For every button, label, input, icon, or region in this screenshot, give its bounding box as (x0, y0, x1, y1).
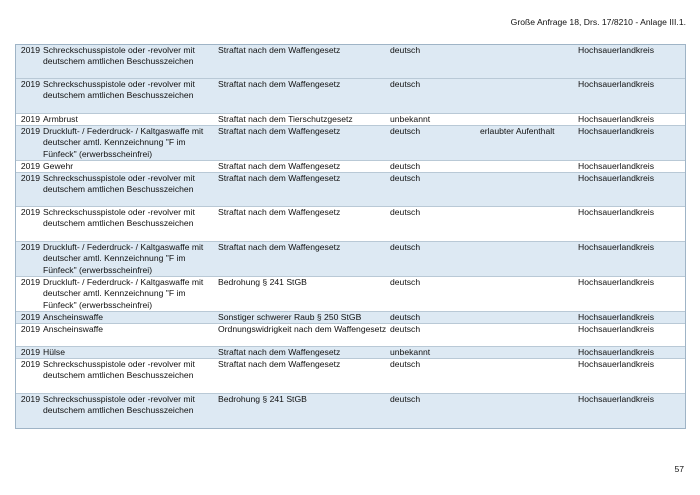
nationality-cell: deutsch (390, 359, 421, 369)
district-cell: Hochsauerlandkreis (578, 277, 654, 287)
table-row (16, 347, 685, 359)
offense-cell: Straftat nach dem Waffengesetz (218, 347, 341, 357)
nationality-cell: unbekannt (390, 347, 431, 357)
weapon-cell: Schreckschusspistole oder -revolver mit deutschem amtlichen Beschusszeichen (43, 394, 195, 416)
offense-cell: Straftat nach dem Waffengesetz (218, 161, 341, 171)
offense-cell: Bedrohung § 241 StGB (218, 277, 307, 287)
district-cell: Hochsauerlandkreis (578, 347, 654, 357)
district-cell: Hochsauerlandkreis (578, 79, 654, 89)
table-row (16, 359, 685, 394)
nationality-cell: deutsch (390, 312, 421, 322)
district-cell: Hochsauerlandkreis (578, 45, 654, 55)
table-row (16, 79, 685, 114)
offense-cell: Straftat nach dem Waffengesetz (218, 173, 341, 183)
weapon-cell: Druckluft- / Federdruck- / Kaltgaswaffe mit deutscher amtl. Kennzeichnung "F im Fünfeck" (erwerbsscheinfrei) (43, 277, 204, 310)
table-row (16, 312, 685, 324)
nationality-cell: deutsch (390, 79, 421, 89)
nationality-cell: deutsch (390, 173, 421, 183)
year-cell: 2019 (20, 359, 40, 369)
year-cell: 2019 (20, 45, 40, 55)
weapon-cell: Schreckschusspistole oder -revolver mit deutschem amtlichen Beschusszeichen (43, 359, 195, 381)
district-cell: Hochsauerlandkreis (578, 394, 654, 404)
year-cell: 2019 (20, 207, 40, 217)
table-row (16, 277, 685, 312)
district-cell: Hochsauerlandkreis (578, 126, 654, 136)
nationality-cell: deutsch (390, 126, 421, 136)
weapon-cell: Anscheinswaffe (43, 324, 104, 334)
weapon-cell: Schreckschusspistole oder -revolver mit deutschem amtlichen Beschusszeichen (43, 79, 195, 101)
weapon-cell: Anscheinswaffe (43, 312, 104, 322)
nationality-cell: deutsch (390, 242, 421, 252)
offense-cell: Bedrohung § 241 StGB (218, 394, 307, 404)
offense-cell: Ordnungswidrigkeit nach dem Waffengesetz (218, 324, 387, 334)
table-row (16, 207, 685, 242)
district-cell: Hochsauerlandkreis (578, 359, 654, 369)
offense-cell: Straftat nach dem Tierschutzgesetz (218, 114, 353, 124)
weapon-cell: Gewehr (43, 161, 74, 171)
district-cell: Hochsauerlandkreis (578, 173, 654, 183)
district-cell: Hochsauerlandkreis (578, 324, 654, 334)
year-cell: 2019 (20, 394, 40, 404)
table-row (16, 324, 685, 347)
nationality-cell: deutsch (390, 161, 421, 171)
table-row (16, 173, 685, 207)
year-cell: 2019 (20, 114, 40, 124)
offense-cell: Straftat nach dem Waffengesetz (218, 242, 341, 252)
nationality-cell: deutsch (390, 324, 421, 334)
weapon-cell: Schreckschusspistole oder -revolver mit deutschem amtlichen Beschusszeichen (43, 173, 195, 195)
nationality-cell: deutsch (390, 207, 421, 217)
weapon-cell: Hülse (43, 347, 65, 357)
year-cell: 2019 (20, 126, 40, 136)
table-row (16, 161, 685, 173)
year-cell: 2019 (20, 242, 40, 252)
year-cell: 2019 (20, 347, 40, 357)
year-cell: 2019 (20, 277, 40, 287)
table-row (16, 126, 685, 161)
year-cell: 2019 (20, 312, 40, 322)
district-cell: Hochsauerlandkreis (578, 114, 654, 124)
residence-status-cell: erlaubter Aufenthalt (480, 126, 555, 136)
table-row (16, 45, 685, 79)
offense-cell: Straftat nach dem Waffengesetz (218, 45, 341, 55)
offense-cell: Sonstiger schwerer Raub § 250 StGB (218, 312, 362, 322)
offense-cell: Straftat nach dem Waffengesetz (218, 359, 341, 369)
weapon-cell: Druckluft- / Federdruck- / Kaltgaswaffe mit deutscher amtl. Kennzeichnung "F im Fünfeck" (erwerbsscheinfrei) (43, 242, 204, 275)
year-cell: 2019 (20, 173, 40, 183)
nationality-cell: deutsch (390, 277, 421, 287)
district-cell: Hochsauerlandkreis (578, 242, 654, 252)
table-row (16, 242, 685, 277)
offense-cell: Straftat nach dem Waffengesetz (218, 207, 341, 217)
weapon-cell: Schreckschusspistole oder -revolver mit deutschem amtlichen Beschusszeichen (43, 45, 195, 67)
page-number: 57 (674, 464, 684, 474)
offense-cell: Straftat nach dem Waffengesetz (218, 79, 341, 89)
year-cell: 2019 (20, 79, 40, 89)
year-cell: 2019 (20, 161, 40, 171)
nationality-cell: deutsch (390, 394, 421, 404)
district-cell: Hochsauerlandkreis (578, 161, 654, 171)
weapon-cell: Armbrust (43, 114, 78, 124)
weapons-table (15, 44, 686, 429)
offense-cell: Straftat nach dem Waffengesetz (218, 126, 341, 136)
nationality-cell: deutsch (390, 45, 421, 55)
weapon-cell: Schreckschusspistole oder -revolver mit deutschem amtlichen Beschusszeichen (43, 207, 195, 229)
document-reference: Große Anfrage 18, Drs. 17/8210 - Anlage III.1. (510, 17, 686, 27)
year-cell: 2019 (20, 324, 40, 334)
district-cell: Hochsauerlandkreis (578, 207, 654, 217)
table-row (16, 394, 685, 428)
weapon-cell: Druckluft- / Federdruck- / Kaltgaswaffe mit deutscher amtl. Kennzeichnung "F im Fünfeck" (erwerbsscheinfrei) (43, 126, 204, 159)
nationality-cell: unbekannt (390, 114, 431, 124)
district-cell: Hochsauerlandkreis (578, 312, 654, 322)
table-row (16, 114, 685, 126)
